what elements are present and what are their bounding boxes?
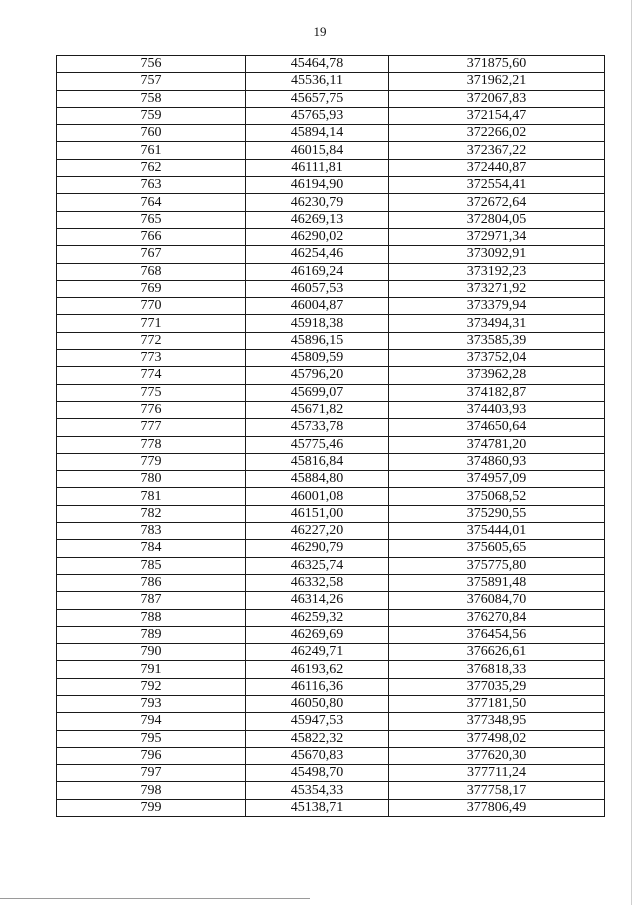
table-row <box>57 626 605 643</box>
point-number-cell: 774 <box>57 367 246 384</box>
x-coordinate-cell: 46169,24 <box>246 263 389 280</box>
table-row <box>57 246 605 263</box>
page-number: 19 <box>313 24 327 39</box>
table-row <box>57 574 605 591</box>
x-coordinate-cell: 45671,82 <box>246 401 389 418</box>
x-coordinate-cell: 46111,81 <box>246 159 389 176</box>
x-coordinate-cell: 46249,71 <box>246 644 389 661</box>
x-coordinate-cell: 45796,20 <box>246 367 389 384</box>
y-coordinate-cell: 372367,22 <box>389 142 605 159</box>
y-coordinate-cell: 377498,02 <box>389 730 605 747</box>
y-coordinate-cell: 374781,20 <box>389 436 605 453</box>
x-coordinate-cell: 45498,70 <box>246 765 389 782</box>
point-number-cell: 773 <box>57 350 246 367</box>
point-number-cell: 780 <box>57 471 246 488</box>
table-row <box>57 505 605 522</box>
point-number-cell: 791 <box>57 661 246 678</box>
point-number-cell: 762 <box>57 159 246 176</box>
point-number-cell: 766 <box>57 228 246 245</box>
y-coordinate-cell: 372440,87 <box>389 159 605 176</box>
x-coordinate-cell: 46230,79 <box>246 194 389 211</box>
table-row <box>57 159 605 176</box>
table-row <box>57 713 605 730</box>
table-row <box>57 177 605 194</box>
y-coordinate-cell: 373092,91 <box>389 246 605 263</box>
x-coordinate-cell: 45947,53 <box>246 713 389 730</box>
y-coordinate-cell: 371875,60 <box>389 56 605 73</box>
point-number-cell: 792 <box>57 678 246 695</box>
x-coordinate-cell: 46269,13 <box>246 211 389 228</box>
y-coordinate-cell: 373962,28 <box>389 367 605 384</box>
y-coordinate-cell: 374860,93 <box>389 453 605 470</box>
point-number-cell: 771 <box>57 315 246 332</box>
y-coordinate-cell: 375068,52 <box>389 488 605 505</box>
point-number-cell: 759 <box>57 107 246 124</box>
y-coordinate-cell: 375891,48 <box>389 574 605 591</box>
point-number-cell: 779 <box>57 453 246 470</box>
y-coordinate-cell: 377348,95 <box>389 713 605 730</box>
point-number-cell: 781 <box>57 488 246 505</box>
x-coordinate-cell: 46227,20 <box>246 523 389 540</box>
point-number-cell: 770 <box>57 298 246 315</box>
point-number-cell: 776 <box>57 401 246 418</box>
y-coordinate-cell: 377711,24 <box>389 765 605 782</box>
x-coordinate-cell: 45536,11 <box>246 73 389 90</box>
coordinates-table-body <box>57 56 605 817</box>
y-coordinate-cell: 375605,65 <box>389 540 605 557</box>
point-number-cell: 765 <box>57 211 246 228</box>
y-coordinate-cell: 374403,93 <box>389 401 605 418</box>
table-row <box>57 678 605 695</box>
point-number-cell: 772 <box>57 332 246 349</box>
table-row <box>57 263 605 280</box>
x-coordinate-cell: 45464,78 <box>246 56 389 73</box>
y-coordinate-cell: 376626,61 <box>389 644 605 661</box>
coordinates-table <box>56 55 605 817</box>
x-coordinate-cell: 45816,84 <box>246 453 389 470</box>
point-number-cell: 769 <box>57 280 246 297</box>
y-coordinate-cell: 375775,80 <box>389 557 605 574</box>
table-row <box>57 90 605 107</box>
point-number-cell: 785 <box>57 557 246 574</box>
point-number-cell: 784 <box>57 540 246 557</box>
table-row <box>57 747 605 764</box>
point-number-cell: 786 <box>57 574 246 591</box>
y-coordinate-cell: 374650,64 <box>389 419 605 436</box>
point-number-cell: 797 <box>57 765 246 782</box>
point-number-cell: 757 <box>57 73 246 90</box>
point-number-cell: 794 <box>57 713 246 730</box>
point-number-cell: 788 <box>57 609 246 626</box>
y-coordinate-cell: 374182,87 <box>389 384 605 401</box>
table-row <box>57 298 605 315</box>
x-coordinate-cell: 46254,46 <box>246 246 389 263</box>
x-coordinate-cell: 46057,53 <box>246 280 389 297</box>
table-row <box>57 730 605 747</box>
x-coordinate-cell: 46259,32 <box>246 609 389 626</box>
point-number-cell: 775 <box>57 384 246 401</box>
table-row <box>57 782 605 799</box>
y-coordinate-cell: 376084,70 <box>389 592 605 609</box>
y-coordinate-cell: 372067,83 <box>389 90 605 107</box>
scan-edge-line <box>631 0 632 905</box>
y-coordinate-cell: 371962,21 <box>389 73 605 90</box>
table-row <box>57 384 605 401</box>
table-row <box>57 765 605 782</box>
x-coordinate-cell: 45809,59 <box>246 350 389 367</box>
point-number-cell: 778 <box>57 436 246 453</box>
point-number-cell: 793 <box>57 695 246 712</box>
y-coordinate-cell: 372804,05 <box>389 211 605 228</box>
x-coordinate-cell: 45670,83 <box>246 747 389 764</box>
table-row <box>57 194 605 211</box>
y-coordinate-cell: 373585,39 <box>389 332 605 349</box>
y-coordinate-cell: 372554,41 <box>389 177 605 194</box>
table-row <box>57 211 605 228</box>
table-row <box>57 332 605 349</box>
point-number-cell: 760 <box>57 125 246 142</box>
x-coordinate-cell: 45765,93 <box>246 107 389 124</box>
point-number-cell: 795 <box>57 730 246 747</box>
y-coordinate-cell: 375444,01 <box>389 523 605 540</box>
y-coordinate-cell: 377758,17 <box>389 782 605 799</box>
table-row <box>57 540 605 557</box>
table-row <box>57 228 605 245</box>
x-coordinate-cell: 46004,87 <box>246 298 389 315</box>
y-coordinate-cell: 377035,29 <box>389 678 605 695</box>
table-row <box>57 799 605 816</box>
point-number-cell: 756 <box>57 56 246 73</box>
point-number-cell: 782 <box>57 505 246 522</box>
x-coordinate-cell: 45918,38 <box>246 315 389 332</box>
y-coordinate-cell: 377806,49 <box>389 799 605 816</box>
point-number-cell: 787 <box>57 592 246 609</box>
x-coordinate-cell: 46325,74 <box>246 557 389 574</box>
y-coordinate-cell: 376818,33 <box>389 661 605 678</box>
y-coordinate-cell: 372971,34 <box>389 228 605 245</box>
x-coordinate-cell: 46116,36 <box>246 678 389 695</box>
table-row <box>57 125 605 142</box>
x-coordinate-cell: 45657,75 <box>246 90 389 107</box>
point-number-cell: 763 <box>57 177 246 194</box>
x-coordinate-cell: 46151,00 <box>246 505 389 522</box>
point-number-cell: 767 <box>57 246 246 263</box>
y-coordinate-cell: 377181,50 <box>389 695 605 712</box>
table-row <box>57 419 605 436</box>
point-number-cell: 796 <box>57 747 246 764</box>
point-number-cell: 764 <box>57 194 246 211</box>
x-coordinate-cell: 45354,33 <box>246 782 389 799</box>
point-number-cell: 777 <box>57 419 246 436</box>
x-coordinate-cell: 46314,26 <box>246 592 389 609</box>
x-coordinate-cell: 46050,80 <box>246 695 389 712</box>
table-row <box>57 280 605 297</box>
x-coordinate-cell: 46269,69 <box>246 626 389 643</box>
table-row <box>57 557 605 574</box>
table-row <box>57 315 605 332</box>
y-coordinate-cell: 374957,09 <box>389 471 605 488</box>
table-row <box>57 644 605 661</box>
table-row <box>57 661 605 678</box>
x-coordinate-cell: 45822,32 <box>246 730 389 747</box>
x-coordinate-cell: 46290,02 <box>246 228 389 245</box>
table-row <box>57 488 605 505</box>
x-coordinate-cell: 45775,46 <box>246 436 389 453</box>
table-row <box>57 401 605 418</box>
y-coordinate-cell: 376270,84 <box>389 609 605 626</box>
y-coordinate-cell: 377620,30 <box>389 747 605 764</box>
point-number-cell: 789 <box>57 626 246 643</box>
scan-bottom-line <box>0 898 310 899</box>
table-row <box>57 142 605 159</box>
x-coordinate-cell: 45896,15 <box>246 332 389 349</box>
table-row <box>57 56 605 73</box>
table-row <box>57 367 605 384</box>
y-coordinate-cell: 373271,92 <box>389 280 605 297</box>
table-row <box>57 436 605 453</box>
table-row <box>57 453 605 470</box>
point-number-cell: 790 <box>57 644 246 661</box>
x-coordinate-cell: 46194,90 <box>246 177 389 194</box>
table-row <box>57 592 605 609</box>
point-number-cell: 768 <box>57 263 246 280</box>
x-coordinate-cell: 45699,07 <box>246 384 389 401</box>
point-number-cell: 799 <box>57 799 246 816</box>
x-coordinate-cell: 45884,80 <box>246 471 389 488</box>
x-coordinate-cell: 46001,08 <box>246 488 389 505</box>
x-coordinate-cell: 45894,14 <box>246 125 389 142</box>
point-number-cell: 798 <box>57 782 246 799</box>
y-coordinate-cell: 372672,64 <box>389 194 605 211</box>
table-row <box>57 73 605 90</box>
x-coordinate-cell: 46290,79 <box>246 540 389 557</box>
x-coordinate-cell: 45733,78 <box>246 419 389 436</box>
point-number-cell: 758 <box>57 90 246 107</box>
table-row <box>57 107 605 124</box>
x-coordinate-cell: 45138,71 <box>246 799 389 816</box>
y-coordinate-cell: 373494,31 <box>389 315 605 332</box>
point-number-cell: 783 <box>57 523 246 540</box>
table-row <box>57 471 605 488</box>
y-coordinate-cell: 372266,02 <box>389 125 605 142</box>
x-coordinate-cell: 46015,84 <box>246 142 389 159</box>
x-coordinate-cell: 46193,62 <box>246 661 389 678</box>
table-row <box>57 350 605 367</box>
y-coordinate-cell: 372154,47 <box>389 107 605 124</box>
y-coordinate-cell: 373752,04 <box>389 350 605 367</box>
table-row <box>57 523 605 540</box>
table-row <box>57 695 605 712</box>
x-coordinate-cell: 46332,58 <box>246 574 389 591</box>
y-coordinate-cell: 373192,23 <box>389 263 605 280</box>
table-row <box>57 609 605 626</box>
y-coordinate-cell: 373379,94 <box>389 298 605 315</box>
point-number-cell: 761 <box>57 142 246 159</box>
y-coordinate-cell: 375290,55 <box>389 505 605 522</box>
y-coordinate-cell: 376454,56 <box>389 626 605 643</box>
